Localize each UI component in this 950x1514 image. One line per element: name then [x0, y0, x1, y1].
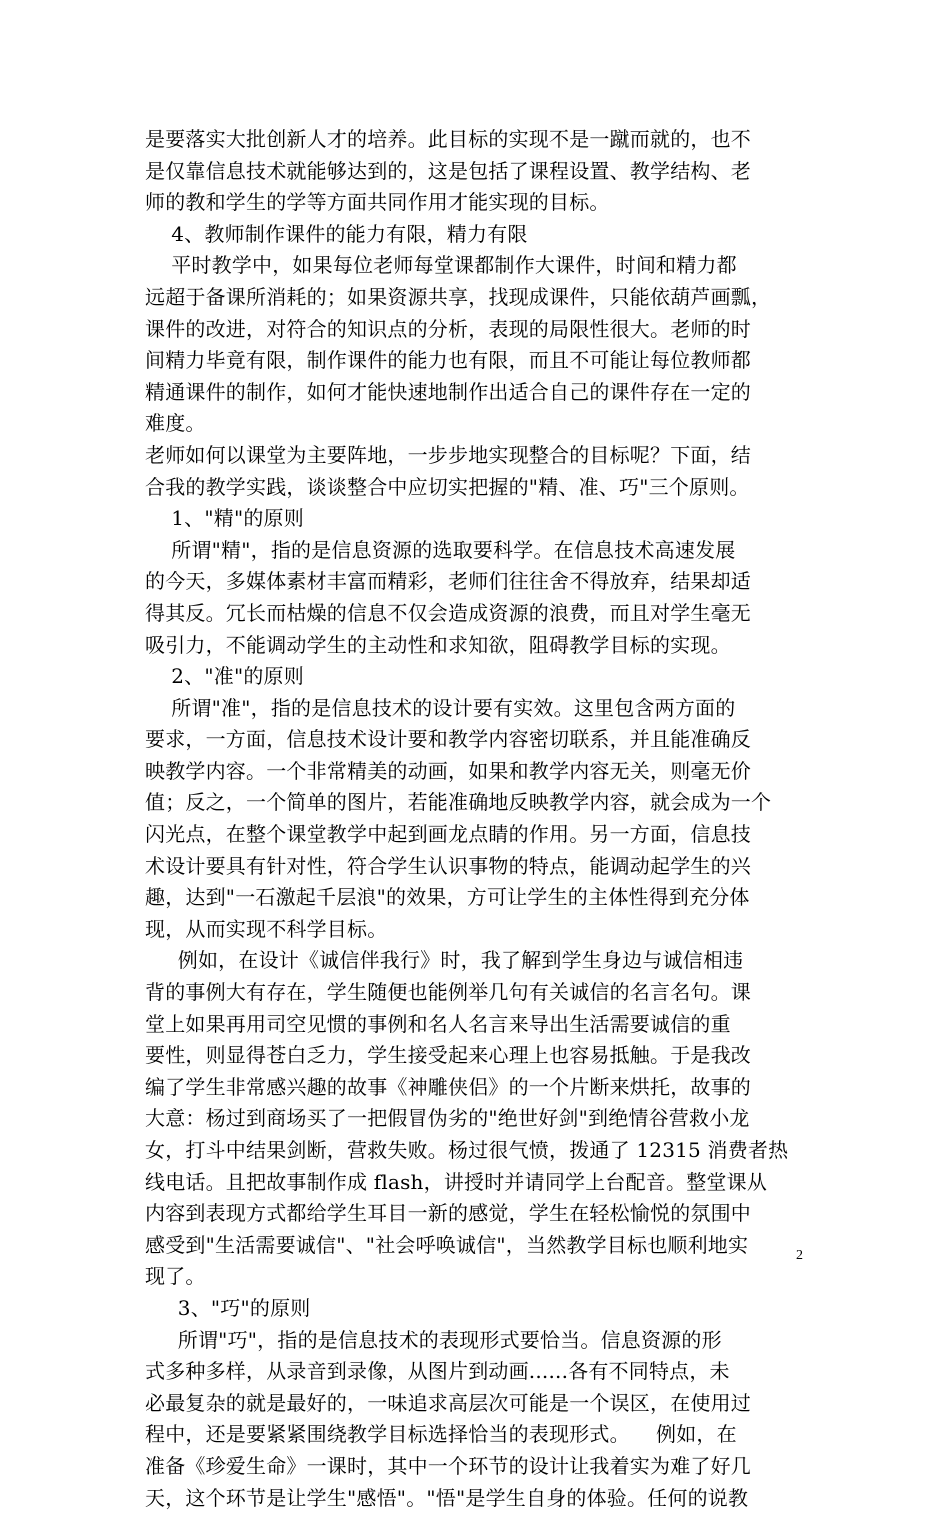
- text-line: 课件的改进，对符合的知识点的分析，表现的局限性很大。老师的时: [145, 316, 751, 341]
- text-line: 所谓"准"，指的是信息技术的设计要有实效。这里包含两方面的: [145, 695, 736, 720]
- text-line: 术设计要具有针对性，符合学生认识事物的特点，能调动起学生的兴: [145, 853, 751, 878]
- text-line: 所谓"精"，指的是信息资源的选取要科学。在信息技术高速发展: [145, 537, 736, 562]
- text-line: 感受到"生活需要诚信"、"社会呼唤诚信"，当然教学目标也顺利地实: [145, 1232, 749, 1257]
- page-number: 2: [796, 1248, 803, 1263]
- text-line: 间精力毕竟有限，制作课件的能力也有限，而且不可能让每位教师都: [145, 348, 751, 373]
- text-line: 必最复杂的就是最好的，一味追求高层次可能是一个误区，在使用过: [145, 1390, 751, 1415]
- text-line: 精通课件的制作，如何才能快速地制作出适合自己的课件存在一定的: [145, 379, 751, 404]
- text-line: 闪光点，在整个课堂教学中起到画龙点睛的作用。另一方面，信息技: [145, 822, 751, 847]
- text-line: 是要落实大批创新人才的培养。此目标的实现不是一蹴而就的，也不: [145, 127, 751, 151]
- text-line: 要性，则显得苍白乏力，学生接受起来心理上也容易抵触。于是我改: [145, 1043, 751, 1068]
- body-text: [145, 124, 815, 1514]
- text-line: 准备《珍爱生命》一课时，其中一个环节的设计让我着实为难了好几: [145, 1453, 751, 1478]
- text-line: 老师如何以课堂为主要阵地，一步步地实现整合的目标呢？下面，结: [145, 442, 751, 467]
- text-line: 式多种多样，从录音到录像，从图片到动画......各有不同特点，未: [145, 1359, 730, 1384]
- text-line: 例如，在设计《诚信伴我行》时，我了解到学生身边与诚信相违: [145, 948, 744, 973]
- text-line: 程中，还是要紧紧围绕教学目标选择恰当的表现形式。 例如，在: [145, 1422, 737, 1447]
- text-line: 要求，一方面，信息技术设计要和教学内容密切联系，并且能准确反: [145, 727, 751, 752]
- text-line: 映教学内容。一个非常精美的动画，如果和教学内容无关，则毫无价: [145, 758, 751, 783]
- text-line: 的今天，多媒体素材丰富而精彩，老师们往往舍不得放弃，结果却适: [145, 569, 751, 594]
- text-line: 4、教师制作课件的能力有限，精力有限: [145, 221, 528, 246]
- text-line: 是仅靠信息技术就能够达到的，这是包括了课程设置、教学结构、老: [145, 158, 751, 183]
- text-line: 所谓"巧"，指的是信息技术的表现形式要恰当。信息资源的形: [145, 1327, 722, 1352]
- text-line: 背的事例大有存在，学生随便也能例举几句有关诚信的名言名句。课: [145, 980, 751, 1005]
- text-line: 师的教和学生的学等方面共同作用才能实现的目标。: [145, 190, 610, 215]
- text-line: 难度。: [145, 411, 206, 436]
- text-line: 3、"巧"的原则: [145, 1295, 311, 1320]
- text-line: 2、"准"的原则: [145, 664, 304, 689]
- text-line: 值；反之，一个简单的图片，若能准确地反映教学内容，就会成为一个: [145, 790, 772, 815]
- text-line: 线电话。且把故事制作成 flash，讲授时并请同学上台配音。整堂课从: [145, 1169, 768, 1194]
- text-line: 得其反。冗长而枯燥的信息不仅会造成资源的浪费，而且对学生毫无: [145, 600, 751, 625]
- text-line: 合我的教学实践，谈谈整合中应切实把握的"精、准、巧"三个原则。: [145, 474, 750, 499]
- text-line: 平时教学中，如果每位老师每堂课都制作大课件，时间和精力都: [145, 253, 737, 278]
- text-line: 远超于备课所消耗的；如果资源共享，找现成课件，只能依葫芦画瓢，: [145, 284, 772, 309]
- text-line: 现，从而实现不科学目标。: [145, 916, 388, 941]
- text-line: 内容到表现方式都给学生耳目一新的感觉，学生在轻松愉悦的氛围中: [145, 1201, 751, 1226]
- text-line: 女，打斗中结果剑断，营救失败。杨过很气愤，拨通了 12315 消费者热: [145, 1138, 789, 1162]
- text-line: 吸引力，不能调动学生的主动性和求知欲，阻碍教学目标的实现。: [145, 632, 731, 657]
- text-line: 天，这个环节是让学生"感悟"。"悟"是学生自身的体验。任何的说教: [145, 1485, 749, 1510]
- text-line: 趣，达到"一石激起千层浪"的效果，方可让学生的主体性得到充分体: [145, 885, 750, 910]
- text-line: 1、"精"的原则: [145, 506, 304, 531]
- text-line: 堂上如果再用司空见惯的事例和名人名言来导出生活需要诚信的重: [145, 1011, 731, 1036]
- text-line: 现了。: [145, 1264, 206, 1289]
- text-line: 编了学生非常感兴趣的故事《神雕侠侣》的一个片断来烘托，故事的: [145, 1074, 751, 1099]
- text-line: 大意：杨过到商场买了一把假冒伪劣的"绝世好剑"到绝情谷营救小龙: [145, 1106, 750, 1131]
